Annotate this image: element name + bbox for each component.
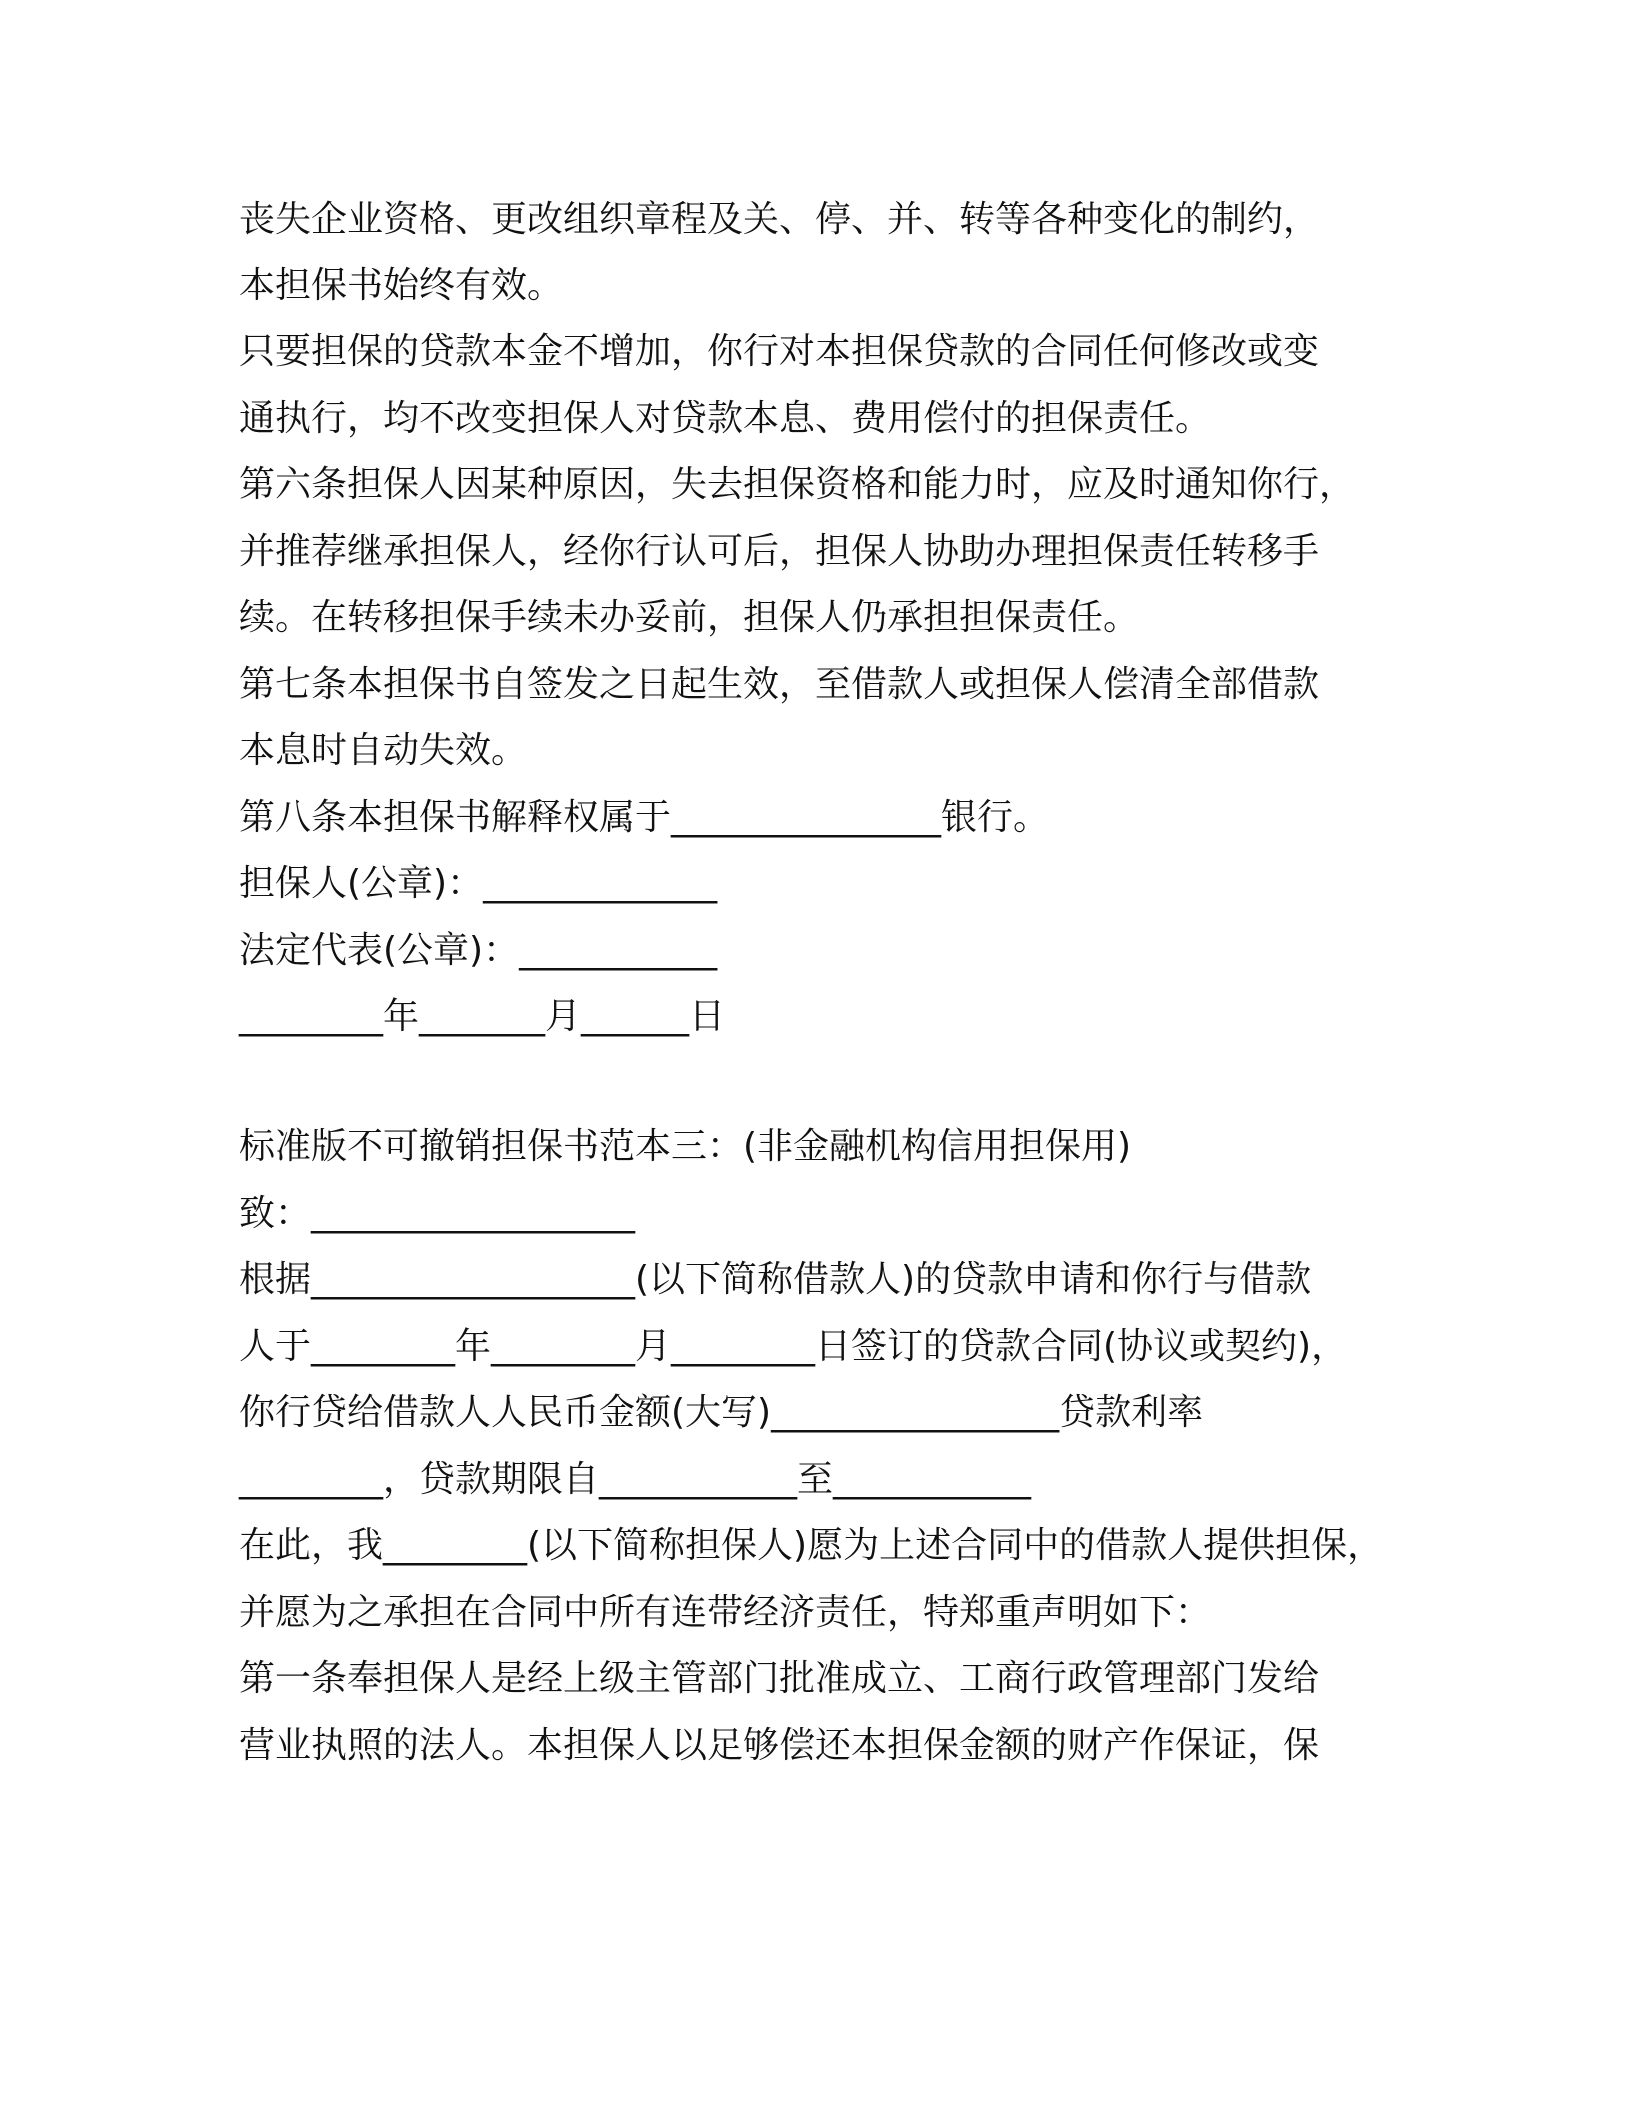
text-line: 在此，我________(以下简称担保人)愿为上述合同中的借款人提供担保，: [239, 1525, 1384, 1566]
text-line: 致：__________________: [239, 1193, 636, 1234]
text-line: 你行贷给借款人人民币金额(大写)________________贷款利率: [239, 1392, 1204, 1433]
text-line: 第七条本担保书自签发之日起生效，至借款人或担保人偿清全部借款: [239, 664, 1320, 705]
text-line: 营业执照的法人。本担保人以足够偿还本担保金额的财产作保证，保: [239, 1725, 1320, 1766]
text-line: 本息时自动失效。: [239, 730, 528, 771]
text-line: 丧失企业资格、更改组织章程及关、停、并、转等各种变化的制约，: [239, 199, 1320, 240]
text-line: 并推荐继承担保人，经你行认可后，担保人协助办理担保责任转移手: [239, 531, 1320, 572]
text-line: 根据__________________(以下简称借款人)的贷款申请和你行与借款: [239, 1259, 1312, 1300]
text-line: 通执行，均不改变担保人对贷款本息、费用偿付的担保责任。: [239, 398, 1212, 439]
section-heading: 标准版不可撤销担保书范本三：(非金融机构信用担保用): [239, 1126, 1132, 1167]
text-line: 第一条奉担保人是经上级主管部门批准成立、工商行政管理部门发给: [239, 1658, 1320, 1699]
date-line: ________年_______月______日: [239, 996, 725, 1037]
text-line: 并愿为之承担在合同中所有连带经济责任，特郑重声明如下：: [239, 1592, 1212, 1633]
text-line: 第六条担保人因某种原因，失去担保资格和能力时，应及时通知你行，: [239, 464, 1356, 505]
text-line: 本担保书始终有效。: [239, 265, 564, 306]
signature-line-representative: 法定代表(公章)：___________: [239, 930, 718, 971]
text-line: ________，贷款期限自___________至___________: [239, 1459, 1032, 1500]
text-line: 续。在转移担保手续未办妥前，担保人仍承担担保责任。: [239, 597, 1140, 638]
text-line: 人于________年________月________日签订的贷款合同(协议或契约)，: [239, 1326, 1348, 1367]
text-line: 第八条本担保书解释权属于_______________银行。: [239, 797, 1050, 838]
text-line: 只要担保的贷款本金不增加，你行对本担保贷款的合同任何修改或变: [239, 331, 1320, 372]
signature-line-guarantor: 担保人(公章)：_____________: [239, 863, 718, 904]
